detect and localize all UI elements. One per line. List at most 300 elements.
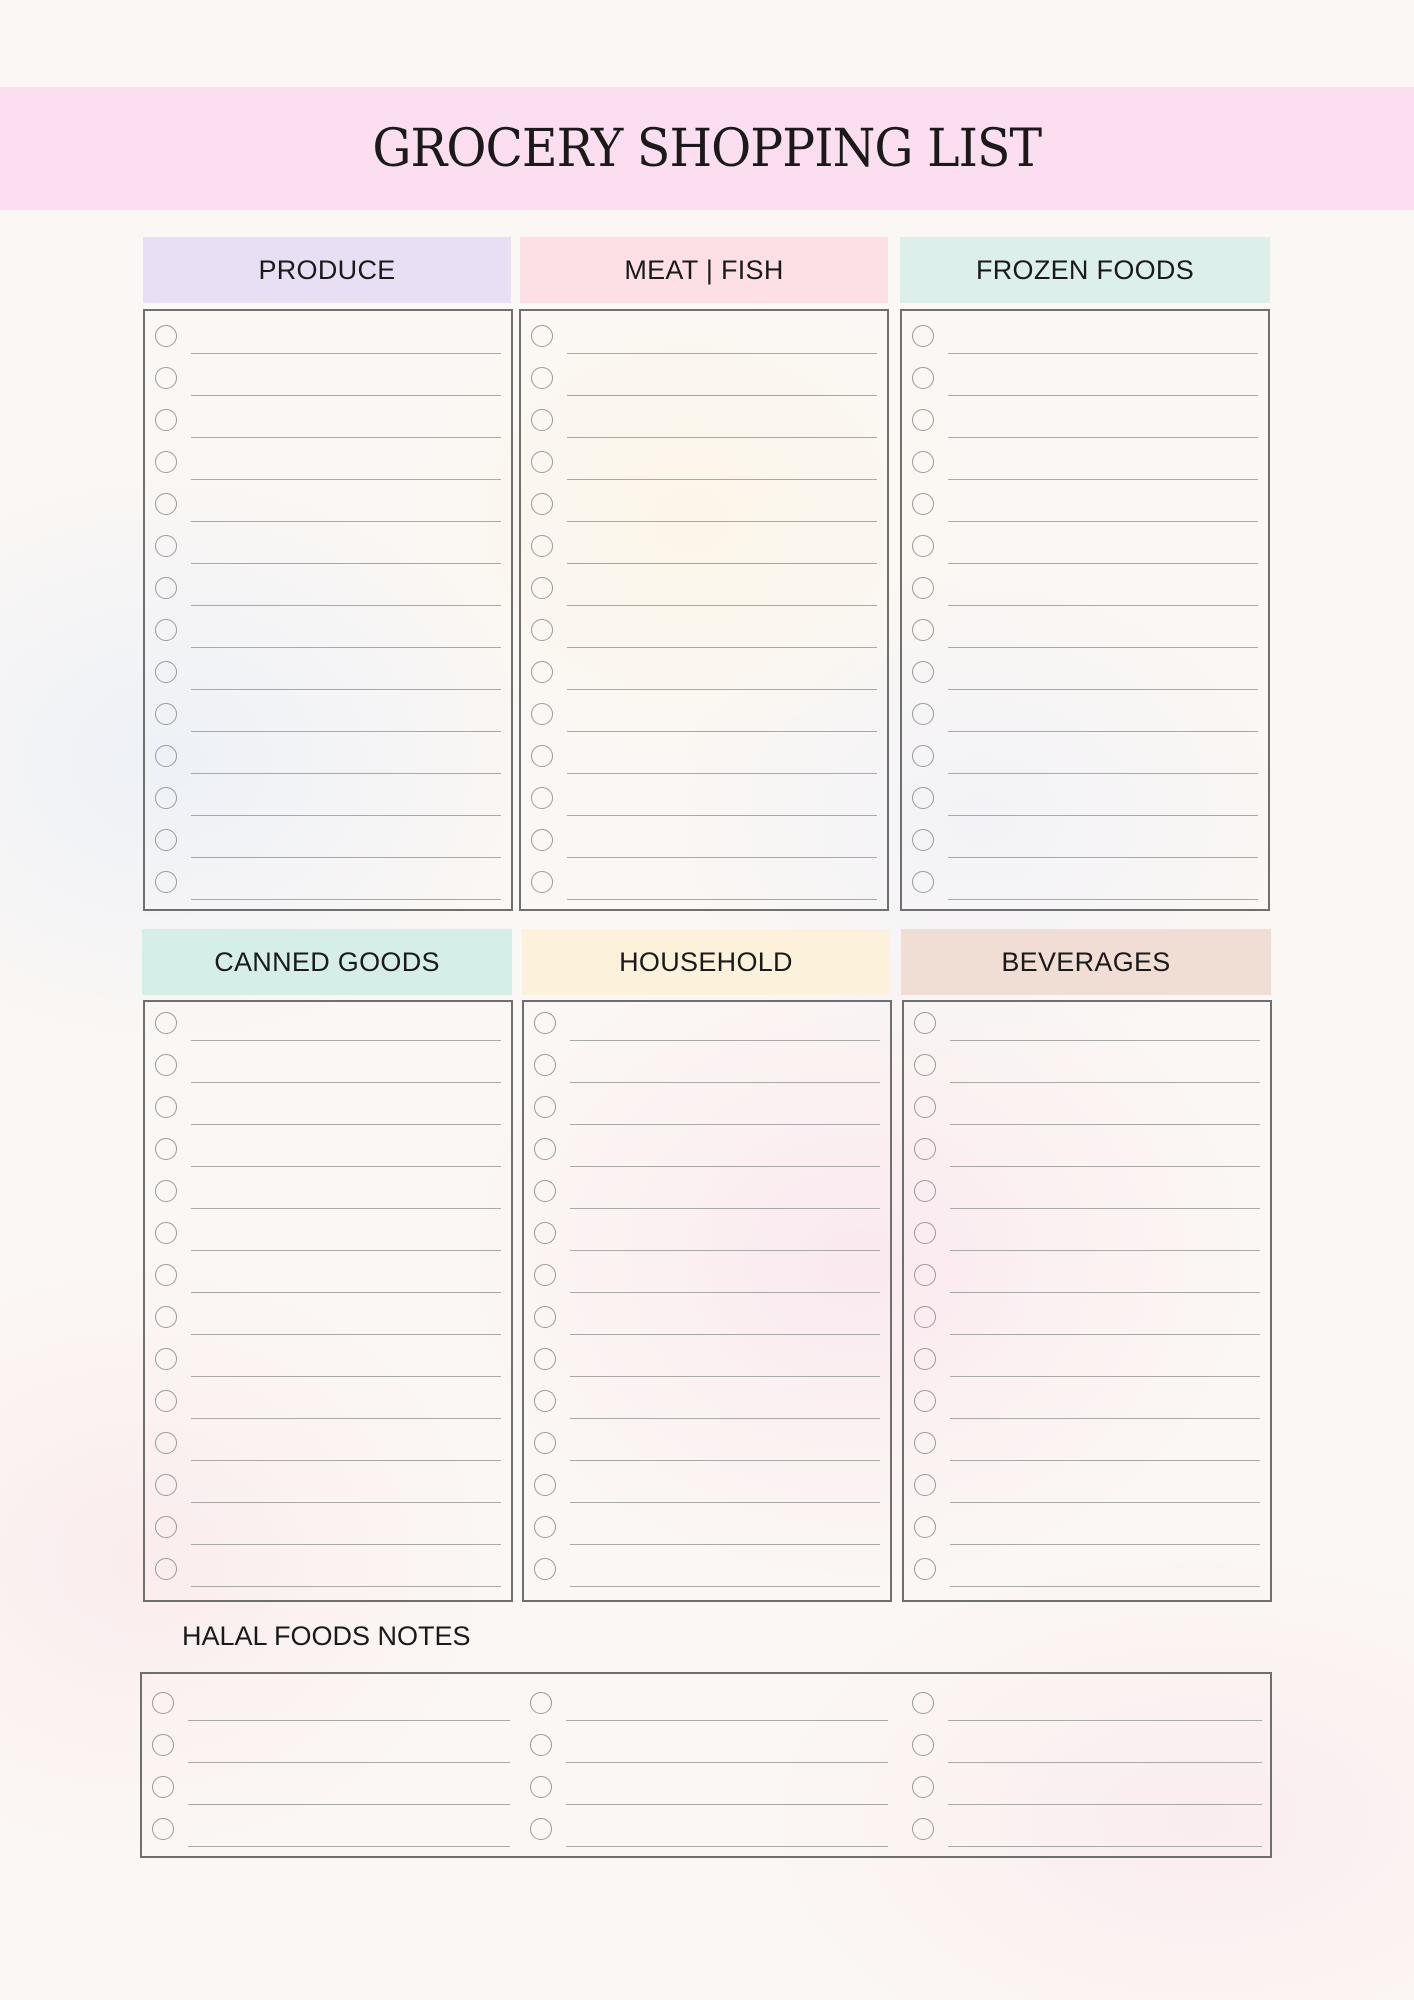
checkbox-circle-icon[interactable] [155, 871, 177, 893]
checkbox-circle-icon[interactable] [155, 1558, 177, 1580]
write-in-line[interactable] [191, 1040, 501, 1041]
write-in-line[interactable] [191, 647, 501, 648]
category-header-canned-goods: CANNED GOODS [142, 929, 512, 995]
write-in-line[interactable] [191, 689, 501, 690]
checkbox-circle-icon[interactable] [155, 451, 177, 473]
checkbox-circle-icon[interactable] [152, 1776, 174, 1798]
write-in-line[interactable] [566, 1720, 888, 1721]
checklist-row [531, 577, 877, 607]
checklist-row [155, 1222, 501, 1252]
checkbox-circle-icon[interactable] [914, 1222, 936, 1244]
write-in-line[interactable] [950, 1292, 1260, 1293]
checkbox-circle-icon[interactable] [155, 367, 177, 389]
checklist-row [155, 871, 501, 901]
checkbox-circle-icon[interactable] [531, 619, 553, 641]
checklist-row [155, 1180, 501, 1210]
checkbox-circle-icon[interactable] [152, 1818, 174, 1840]
checklist-row [531, 493, 877, 523]
checklist-row [155, 1474, 501, 1504]
checklist-row [534, 1474, 880, 1504]
write-in-line[interactable] [188, 1762, 510, 1763]
checkbox-circle-icon[interactable] [912, 493, 934, 515]
checkbox-circle-icon[interactable] [914, 1096, 936, 1118]
checklist-row [152, 1692, 510, 1722]
write-in-line[interactable] [948, 605, 1258, 606]
checklist-row [914, 1264, 1260, 1294]
write-in-line[interactable] [950, 1250, 1260, 1251]
write-in-line[interactable] [950, 1166, 1260, 1167]
write-in-line[interactable] [191, 1250, 501, 1251]
checklist-row [914, 1096, 1260, 1126]
checkbox-circle-icon[interactable] [155, 787, 177, 809]
checklist-row [531, 451, 877, 481]
checklist-row [155, 1054, 501, 1084]
checkbox-circle-icon[interactable] [534, 1348, 556, 1370]
write-in-line[interactable] [188, 1804, 510, 1805]
write-in-line[interactable] [191, 773, 501, 774]
checkbox-circle-icon[interactable] [914, 1390, 936, 1412]
checkbox-circle-icon[interactable] [534, 1516, 556, 1538]
write-in-line[interactable] [567, 899, 877, 900]
checklist-row [152, 1734, 510, 1764]
notes-heading: HALAL FOODS NOTES [182, 1621, 471, 1651]
title-banner [0, 87, 1414, 210]
notes-column-2 [520, 1674, 898, 1856]
checklist-row [155, 1348, 501, 1378]
checkbox-circle-icon[interactable] [912, 787, 934, 809]
checkbox-circle-icon[interactable] [155, 1180, 177, 1202]
write-in-line[interactable] [191, 521, 501, 522]
checkbox-circle-icon[interactable] [914, 1264, 936, 1286]
checkbox-circle-icon[interactable] [912, 871, 934, 893]
write-in-line[interactable] [948, 857, 1258, 858]
checkbox-circle-icon[interactable] [155, 535, 177, 557]
checkbox-circle-icon[interactable] [914, 1012, 936, 1034]
write-in-line[interactable] [566, 1846, 888, 1847]
checklist-row [534, 1432, 880, 1462]
write-in-line[interactable] [570, 1124, 880, 1125]
checklist-row [914, 1222, 1260, 1252]
checklist-row [534, 1096, 880, 1126]
write-in-line[interactable] [191, 1292, 501, 1293]
write-in-line[interactable] [191, 899, 501, 900]
write-in-line[interactable] [191, 479, 501, 480]
checklist-row [912, 325, 1258, 355]
write-in-line[interactable] [950, 1376, 1260, 1377]
checklist-row [155, 829, 501, 859]
write-in-line[interactable] [567, 479, 877, 480]
checkbox-circle-icon[interactable] [912, 745, 934, 767]
checklist-row [534, 1222, 880, 1252]
category-header-frozen-foods: FROZEN FOODS [900, 237, 1270, 303]
write-in-line[interactable] [950, 1418, 1260, 1419]
checkbox-circle-icon[interactable] [914, 1306, 936, 1328]
write-in-line[interactable] [566, 1804, 888, 1805]
checklist-row [155, 1390, 501, 1420]
checkbox-circle-icon[interactable] [530, 1692, 552, 1714]
write-in-line[interactable] [570, 1418, 880, 1419]
checklist-row [912, 1692, 1262, 1722]
write-in-line[interactable] [191, 1376, 501, 1377]
checklist-row [531, 325, 877, 355]
write-in-line[interactable] [567, 521, 877, 522]
checklist-row [534, 1012, 880, 1042]
write-in-line[interactable] [191, 1544, 501, 1545]
checklist-row [155, 1138, 501, 1168]
checklist-row [531, 535, 877, 565]
checklist-household [522, 1000, 892, 1602]
checkbox-circle-icon[interactable] [531, 829, 553, 851]
checklist-row [534, 1264, 880, 1294]
notes-column-3 [902, 1674, 1272, 1856]
checkbox-circle-icon[interactable] [531, 745, 553, 767]
checkbox-circle-icon[interactable] [534, 1558, 556, 1580]
checklist-row [531, 367, 877, 397]
checkbox-circle-icon[interactable] [534, 1264, 556, 1286]
checklist-row [155, 1012, 501, 1042]
checklist-row [155, 451, 501, 481]
checkbox-circle-icon[interactable] [914, 1054, 936, 1076]
checkbox-circle-icon[interactable] [531, 451, 553, 473]
checklist-row [914, 1474, 1260, 1504]
write-in-line[interactable] [950, 1082, 1260, 1083]
checkbox-circle-icon[interactable] [914, 1138, 936, 1160]
checkbox-circle-icon[interactable] [155, 1390, 177, 1412]
write-in-line[interactable] [567, 773, 877, 774]
checkbox-circle-icon[interactable] [155, 1096, 177, 1118]
write-in-line[interactable] [570, 1082, 880, 1083]
checklist-row [914, 1390, 1260, 1420]
checkbox-circle-icon[interactable] [155, 829, 177, 851]
checkbox-circle-icon[interactable] [155, 1474, 177, 1496]
checkbox-circle-icon[interactable] [534, 1390, 556, 1412]
category-header-produce: PRODUCE [143, 237, 511, 303]
write-in-line[interactable] [948, 479, 1258, 480]
checkbox-circle-icon[interactable] [155, 1012, 177, 1034]
checklist-row [155, 703, 501, 733]
checklist-row [534, 1306, 880, 1336]
checkbox-circle-icon[interactable] [912, 1692, 934, 1714]
checklist-row [531, 745, 877, 775]
checkbox-circle-icon[interactable] [912, 535, 934, 557]
checkbox-circle-icon[interactable] [912, 1734, 934, 1756]
checklist-row [534, 1348, 880, 1378]
checkbox-circle-icon[interactable] [534, 1180, 556, 1202]
checkbox-circle-icon[interactable] [531, 787, 553, 809]
checkbox-circle-icon[interactable] [530, 1776, 552, 1798]
write-in-line[interactable] [191, 815, 501, 816]
checkbox-circle-icon[interactable] [531, 703, 553, 725]
checklist-row [531, 703, 877, 733]
checklist-row [534, 1180, 880, 1210]
checklist-row [912, 745, 1258, 775]
checkbox-circle-icon[interactable] [531, 661, 553, 683]
checklist-row [155, 1306, 501, 1336]
checklist-row [912, 661, 1258, 691]
write-in-line[interactable] [191, 353, 501, 354]
write-in-line[interactable] [950, 1040, 1260, 1041]
write-in-line[interactable] [191, 1460, 501, 1461]
checkbox-circle-icon[interactable] [534, 1306, 556, 1328]
write-in-line[interactable] [948, 773, 1258, 774]
checkbox-circle-icon[interactable] [912, 577, 934, 599]
checkbox-circle-icon[interactable] [914, 1348, 936, 1370]
write-in-line[interactable] [948, 1804, 1262, 1805]
write-in-line[interactable] [950, 1208, 1260, 1209]
write-in-line[interactable] [567, 815, 877, 816]
checkbox-circle-icon[interactable] [531, 409, 553, 431]
checkbox-circle-icon[interactable] [152, 1734, 174, 1756]
write-in-line[interactable] [188, 1846, 510, 1847]
write-in-line[interactable] [191, 605, 501, 606]
checkbox-circle-icon[interactable] [912, 829, 934, 851]
write-in-line[interactable] [567, 353, 877, 354]
checkbox-circle-icon[interactable] [155, 1222, 177, 1244]
checklist-canned-goods [143, 1000, 513, 1602]
write-in-line[interactable] [948, 647, 1258, 648]
checklist-row [155, 535, 501, 565]
checklist-row [912, 451, 1258, 481]
write-in-line[interactable] [570, 1250, 880, 1251]
write-in-line[interactable] [191, 731, 501, 732]
checklist-row [912, 367, 1258, 397]
write-in-line[interactable] [570, 1502, 880, 1503]
checkbox-circle-icon[interactable] [155, 619, 177, 641]
checklist-row [155, 1516, 501, 1546]
checklist-row [155, 1096, 501, 1126]
checklist-row [531, 661, 877, 691]
checkbox-circle-icon[interactable] [152, 1692, 174, 1714]
checklist-row [530, 1818, 888, 1848]
checklist-row [912, 1734, 1262, 1764]
write-in-line[interactable] [570, 1166, 880, 1167]
checkbox-circle-icon[interactable] [912, 409, 934, 431]
write-in-line[interactable] [191, 1502, 501, 1503]
checklist-row [531, 829, 877, 859]
checklist-produce [143, 309, 513, 911]
checklist-row [155, 577, 501, 607]
checkbox-circle-icon[interactable] [155, 1054, 177, 1076]
write-in-line[interactable] [567, 605, 877, 606]
checklist-row [912, 1776, 1262, 1806]
checkbox-circle-icon[interactable] [534, 1096, 556, 1118]
checkbox-circle-icon[interactable] [155, 1264, 177, 1286]
category-header-household: HOUSEHOLD [522, 929, 890, 995]
page-title: GROCERY SHOPPING LIST [372, 118, 1042, 179]
write-in-line[interactable] [950, 1124, 1260, 1125]
checkbox-circle-icon[interactable] [912, 703, 934, 725]
write-in-line[interactable] [948, 899, 1258, 900]
checkbox-circle-icon[interactable] [914, 1180, 936, 1202]
write-in-line[interactable] [570, 1586, 880, 1587]
checkbox-circle-icon[interactable] [531, 871, 553, 893]
write-in-line[interactable] [191, 857, 501, 858]
checklist-row [155, 1558, 501, 1588]
checkbox-circle-icon[interactable] [534, 1012, 556, 1034]
write-in-line[interactable] [191, 437, 501, 438]
checklist-row [914, 1516, 1260, 1546]
checklist-row [914, 1558, 1260, 1588]
write-in-line[interactable] [567, 563, 877, 564]
checkbox-circle-icon[interactable] [534, 1138, 556, 1160]
write-in-line[interactable] [191, 1124, 501, 1125]
checklist-row [914, 1306, 1260, 1336]
checkbox-circle-icon[interactable] [531, 493, 553, 515]
checklist-row [531, 787, 877, 817]
checkbox-circle-icon[interactable] [155, 1516, 177, 1538]
write-in-line[interactable] [567, 731, 877, 732]
category-header-beverages: BEVERAGES [901, 929, 1271, 995]
checkbox-circle-icon[interactable] [531, 535, 553, 557]
checklist-row [912, 409, 1258, 439]
checklist-row [912, 619, 1258, 649]
checkbox-circle-icon[interactable] [534, 1474, 556, 1496]
write-in-line[interactable] [191, 1334, 501, 1335]
notes-column-1 [142, 1674, 520, 1856]
write-in-line[interactable] [191, 395, 501, 396]
checklist-row [534, 1390, 880, 1420]
write-in-line[interactable] [570, 1334, 880, 1335]
checklist-row [530, 1692, 888, 1722]
checkbox-circle-icon[interactable] [155, 409, 177, 431]
checklist-row [914, 1180, 1260, 1210]
write-in-line[interactable] [570, 1544, 880, 1545]
checklist-row [912, 703, 1258, 733]
checkbox-circle-icon[interactable] [530, 1818, 552, 1840]
checkbox-circle-icon[interactable] [155, 493, 177, 515]
checkbox-circle-icon[interactable] [912, 661, 934, 683]
checklist-row [155, 325, 501, 355]
checklist-row [530, 1776, 888, 1806]
write-in-line[interactable] [191, 1208, 501, 1209]
checklist-row [912, 829, 1258, 859]
write-in-line[interactable] [950, 1334, 1260, 1335]
checkbox-circle-icon[interactable] [155, 325, 177, 347]
write-in-line[interactable] [950, 1586, 1260, 1587]
notes-box [140, 1672, 1272, 1858]
checkbox-circle-icon[interactable] [912, 367, 934, 389]
checklist-row [155, 745, 501, 775]
checkbox-circle-icon[interactable] [155, 1432, 177, 1454]
write-in-line[interactable] [191, 563, 501, 564]
checklist-row [530, 1734, 888, 1764]
checkbox-circle-icon[interactable] [155, 661, 177, 683]
checkbox-circle-icon[interactable] [914, 1558, 936, 1580]
write-in-line[interactable] [948, 1720, 1262, 1721]
checklist-beverages [902, 1000, 1272, 1602]
checkbox-circle-icon[interactable] [155, 1138, 177, 1160]
checklist-row [155, 1432, 501, 1462]
write-in-line[interactable] [948, 689, 1258, 690]
write-in-line[interactable] [948, 437, 1258, 438]
checklist-row [914, 1012, 1260, 1042]
write-in-line[interactable] [570, 1376, 880, 1377]
checklist-row [912, 871, 1258, 901]
checklist-row [531, 619, 877, 649]
checklist-row [912, 577, 1258, 607]
write-in-line[interactable] [948, 1846, 1262, 1847]
write-in-line[interactable] [948, 353, 1258, 354]
checklist-row [531, 409, 877, 439]
checkbox-circle-icon[interactable] [914, 1432, 936, 1454]
checkbox-circle-icon[interactable] [531, 325, 553, 347]
checkbox-circle-icon[interactable] [155, 577, 177, 599]
checklist-row [531, 871, 877, 901]
checkbox-circle-icon[interactable] [914, 1474, 936, 1496]
checkbox-circle-icon[interactable] [530, 1734, 552, 1756]
checkbox-circle-icon[interactable] [155, 1306, 177, 1328]
checklist-row [534, 1558, 880, 1588]
write-in-line[interactable] [191, 1418, 501, 1419]
checkbox-circle-icon[interactable] [531, 577, 553, 599]
checkbox-circle-icon[interactable] [534, 1222, 556, 1244]
checklist-meat-fish [519, 309, 889, 911]
checklist-row [155, 493, 501, 523]
checklist-row [155, 1264, 501, 1294]
checkbox-circle-icon[interactable] [912, 619, 934, 641]
write-in-line[interactable] [188, 1720, 510, 1721]
checkbox-circle-icon[interactable] [155, 703, 177, 725]
checkbox-circle-icon[interactable] [155, 1348, 177, 1370]
write-in-line[interactable] [567, 647, 877, 648]
checkbox-circle-icon[interactable] [912, 1818, 934, 1840]
checkbox-circle-icon[interactable] [912, 1776, 934, 1798]
write-in-line[interactable] [948, 395, 1258, 396]
checklist-row [912, 787, 1258, 817]
write-in-line[interactable] [191, 1082, 501, 1083]
checklist-row [152, 1776, 510, 1806]
write-in-line[interactable] [570, 1292, 880, 1293]
write-in-line[interactable] [191, 1586, 501, 1587]
checkbox-circle-icon[interactable] [912, 325, 934, 347]
write-in-line[interactable] [567, 437, 877, 438]
category-header-meat-fish: MEAT | FISH [520, 237, 888, 303]
checkbox-circle-icon[interactable] [914, 1516, 936, 1538]
checklist-row [914, 1348, 1260, 1378]
checkbox-circle-icon[interactable] [534, 1054, 556, 1076]
write-in-line[interactable] [948, 815, 1258, 816]
checkbox-circle-icon[interactable] [912, 451, 934, 473]
write-in-line[interactable] [950, 1460, 1260, 1461]
write-in-line[interactable] [567, 395, 877, 396]
checklist-row [914, 1054, 1260, 1084]
write-in-line[interactable] [567, 857, 877, 858]
write-in-line[interactable] [948, 521, 1258, 522]
write-in-line[interactable] [567, 689, 877, 690]
checklist-row [534, 1054, 880, 1084]
write-in-line[interactable] [948, 731, 1258, 732]
checklist-frozen-foods [900, 309, 1270, 911]
checkbox-circle-icon[interactable] [155, 745, 177, 767]
write-in-line[interactable] [570, 1040, 880, 1041]
checklist-row [155, 787, 501, 817]
write-in-line[interactable] [566, 1762, 888, 1763]
write-in-line[interactable] [948, 563, 1258, 564]
checklist-row [534, 1516, 880, 1546]
checklist-row [155, 619, 501, 649]
write-in-line[interactable] [950, 1544, 1260, 1545]
checklist-row [155, 661, 501, 691]
checkbox-circle-icon[interactable] [534, 1432, 556, 1454]
checklist-row [152, 1818, 510, 1848]
write-in-line[interactable] [570, 1208, 880, 1209]
checkbox-circle-icon[interactable] [531, 367, 553, 389]
checklist-row [912, 1818, 1262, 1848]
write-in-line[interactable] [950, 1502, 1260, 1503]
write-in-line[interactable] [570, 1460, 880, 1461]
write-in-line[interactable] [948, 1762, 1262, 1763]
write-in-line[interactable] [191, 1166, 501, 1167]
